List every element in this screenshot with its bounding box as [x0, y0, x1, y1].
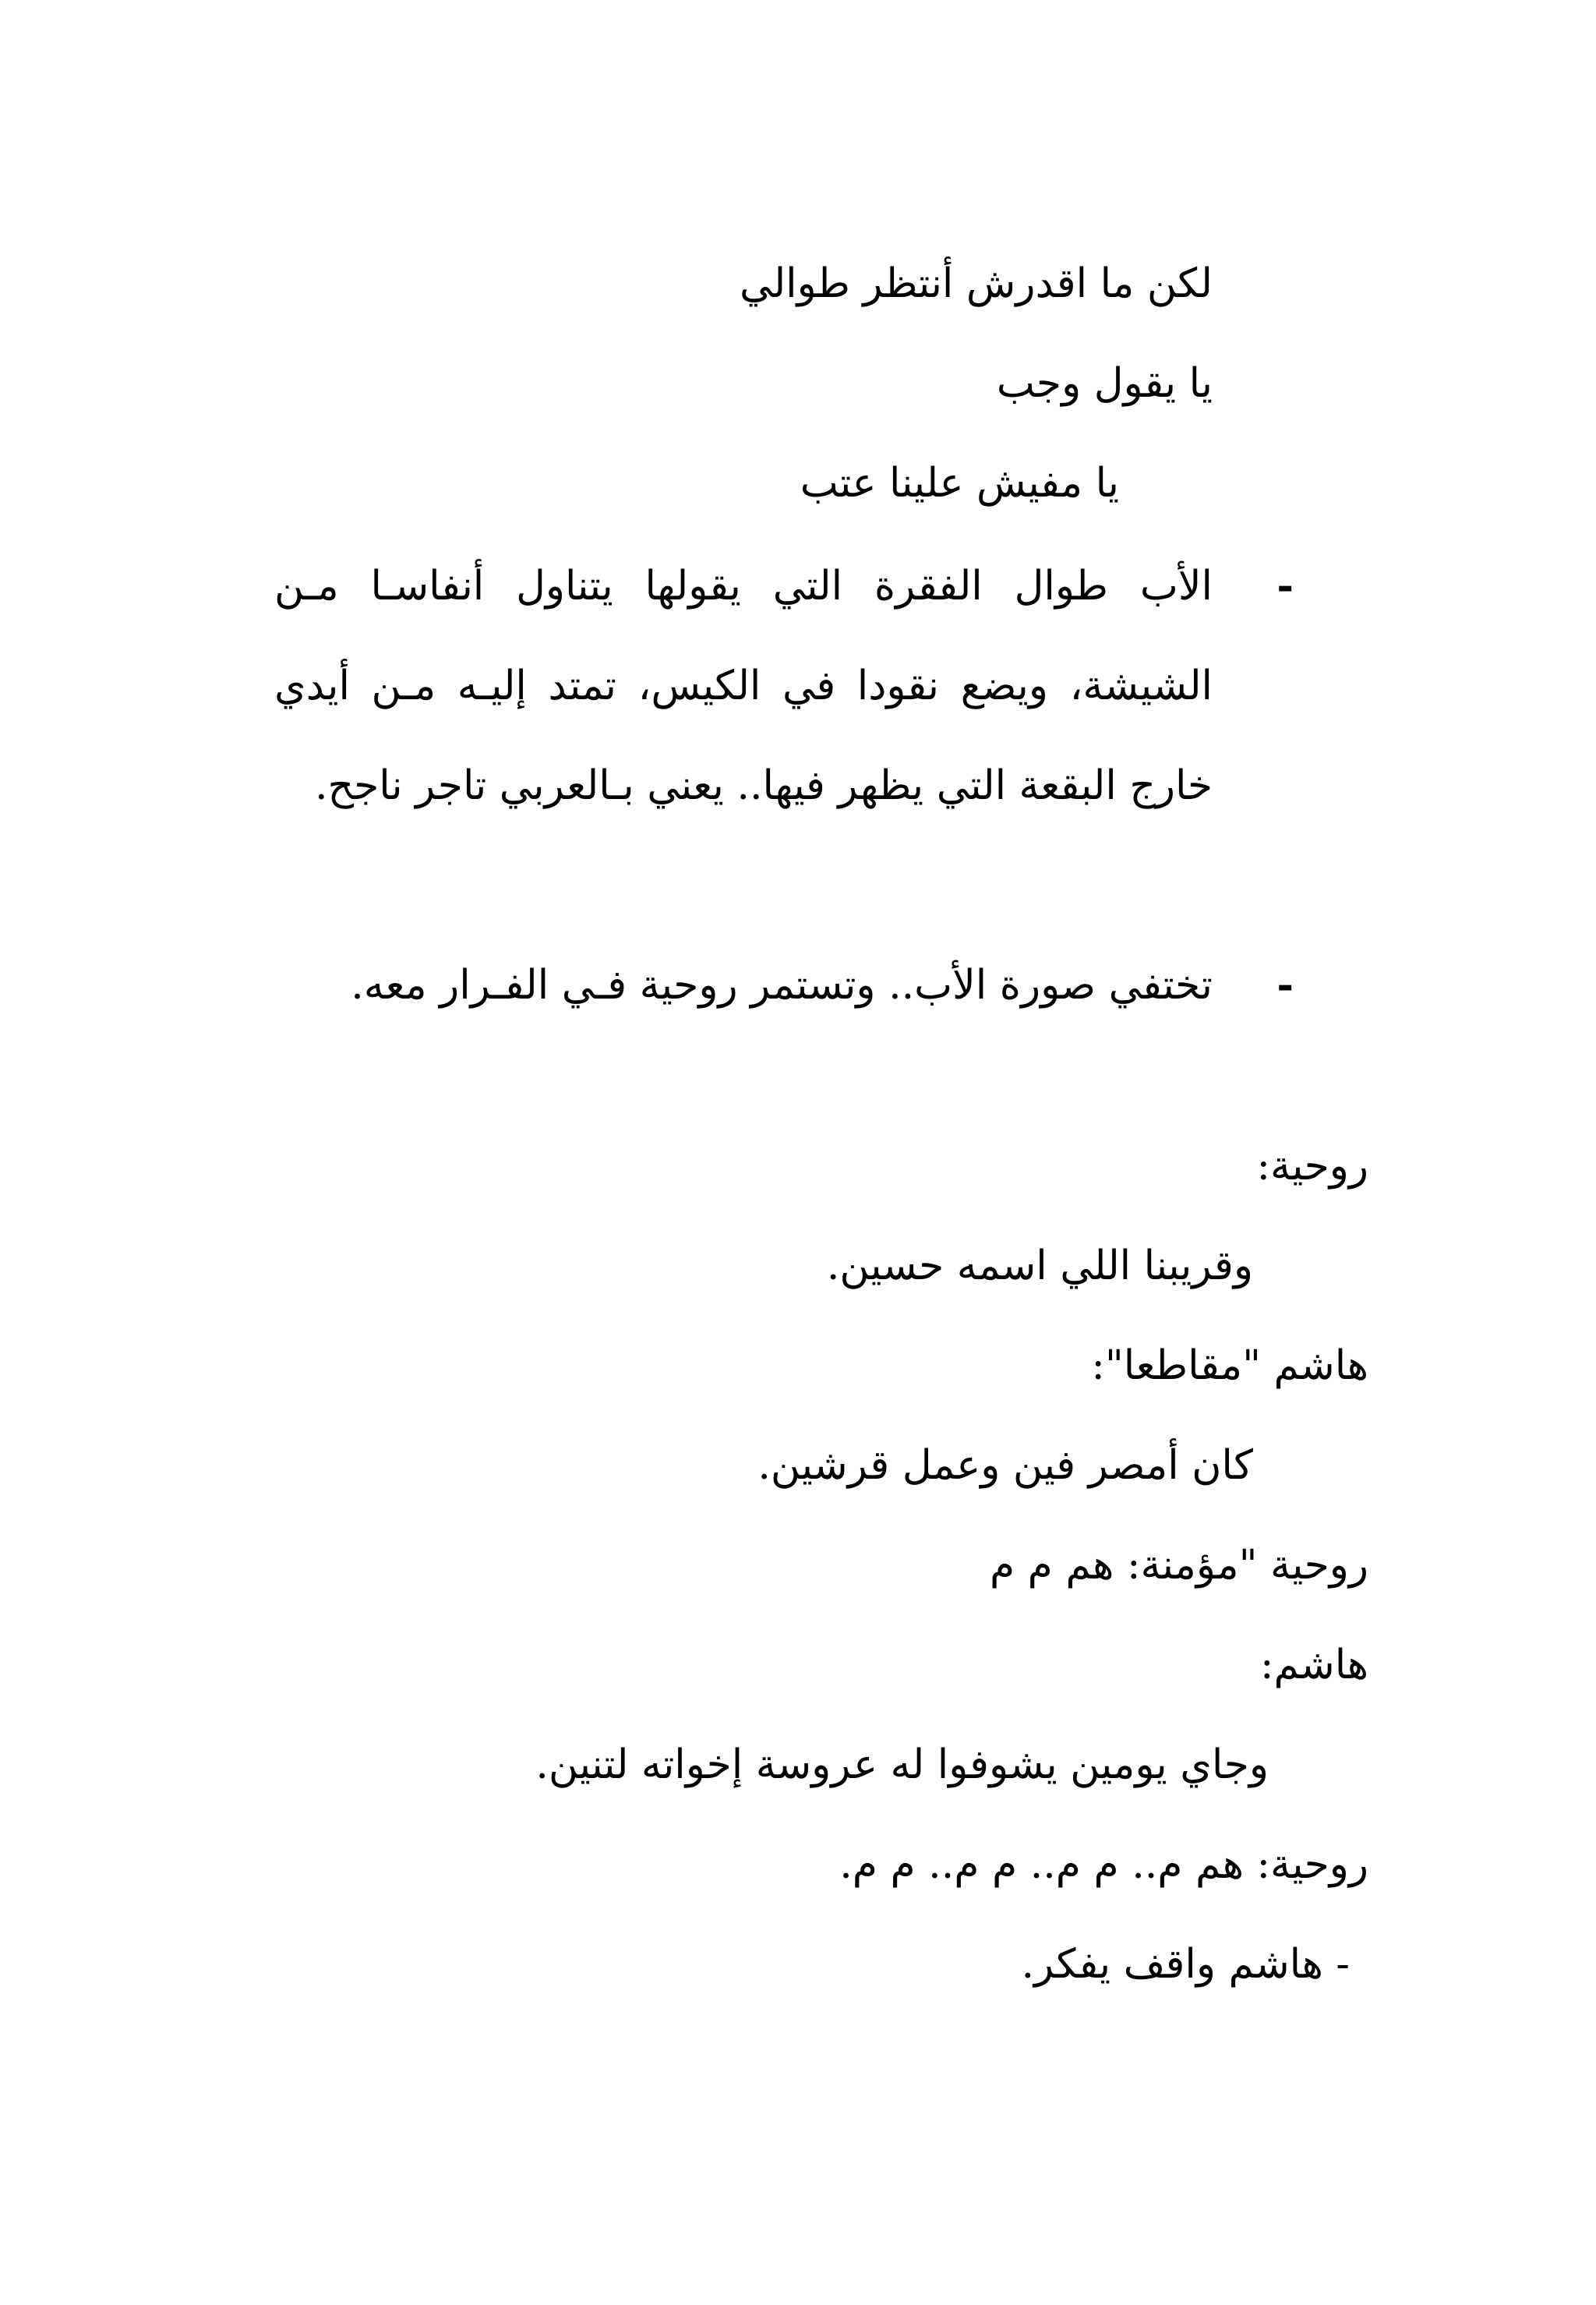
line-rouhia-3: روحية: هم م.. م م.. م م.. م م.: [839, 1841, 1368, 1888]
stage-direction-2: تختفي صورة الأب.. وتستمر روحية فـي الفـرار معه.: [351, 962, 1213, 1009]
verse-line-2: يا يقول وجب: [996, 360, 1213, 407]
speaker-hashem-2: هاشم:: [1260, 1642, 1368, 1688]
speech-hashem-2: وجاي يومين يشوفوا له عروسة إخواته لتنين.: [535, 1741, 1269, 1788]
speech-rouhia-1: وقريبنا اللي اسمه حسين.: [826, 1243, 1253, 1289]
line-rouhia-2: روحية "مؤمنة: هم م م: [989, 1542, 1368, 1589]
verse-line-1: لكن ما اقدرش أنتظر طوالي: [740, 260, 1213, 307]
stage-direction-1: الأب طوال الفقرة التي يقولها يتناول أنفاسـا مـن الشيشة، ويضع نقودا في الكيس، تمتد إليـه مـن أيدي خارج البقعة التي يظهر فيها.. يعني بـالعربي تاجر ناجح.: [274, 563, 1213, 809]
speech-hashem-1: كان أمصر فين وعمل قرشين.: [757, 1442, 1253, 1489]
speaker-hashem-1: هاشم "مقاطعا":: [1091, 1342, 1368, 1389]
stage-direction-3: - هاشم واقف يفكر.: [1021, 1941, 1350, 1988]
bullet-dash-2: -: [1276, 961, 1294, 1009]
bullet-dash-1: -: [1276, 562, 1294, 610]
verse-line-3: يا مفيش علينا عتب: [800, 460, 1119, 507]
speaker-rouhia-1: روحية:: [1256, 1143, 1368, 1190]
